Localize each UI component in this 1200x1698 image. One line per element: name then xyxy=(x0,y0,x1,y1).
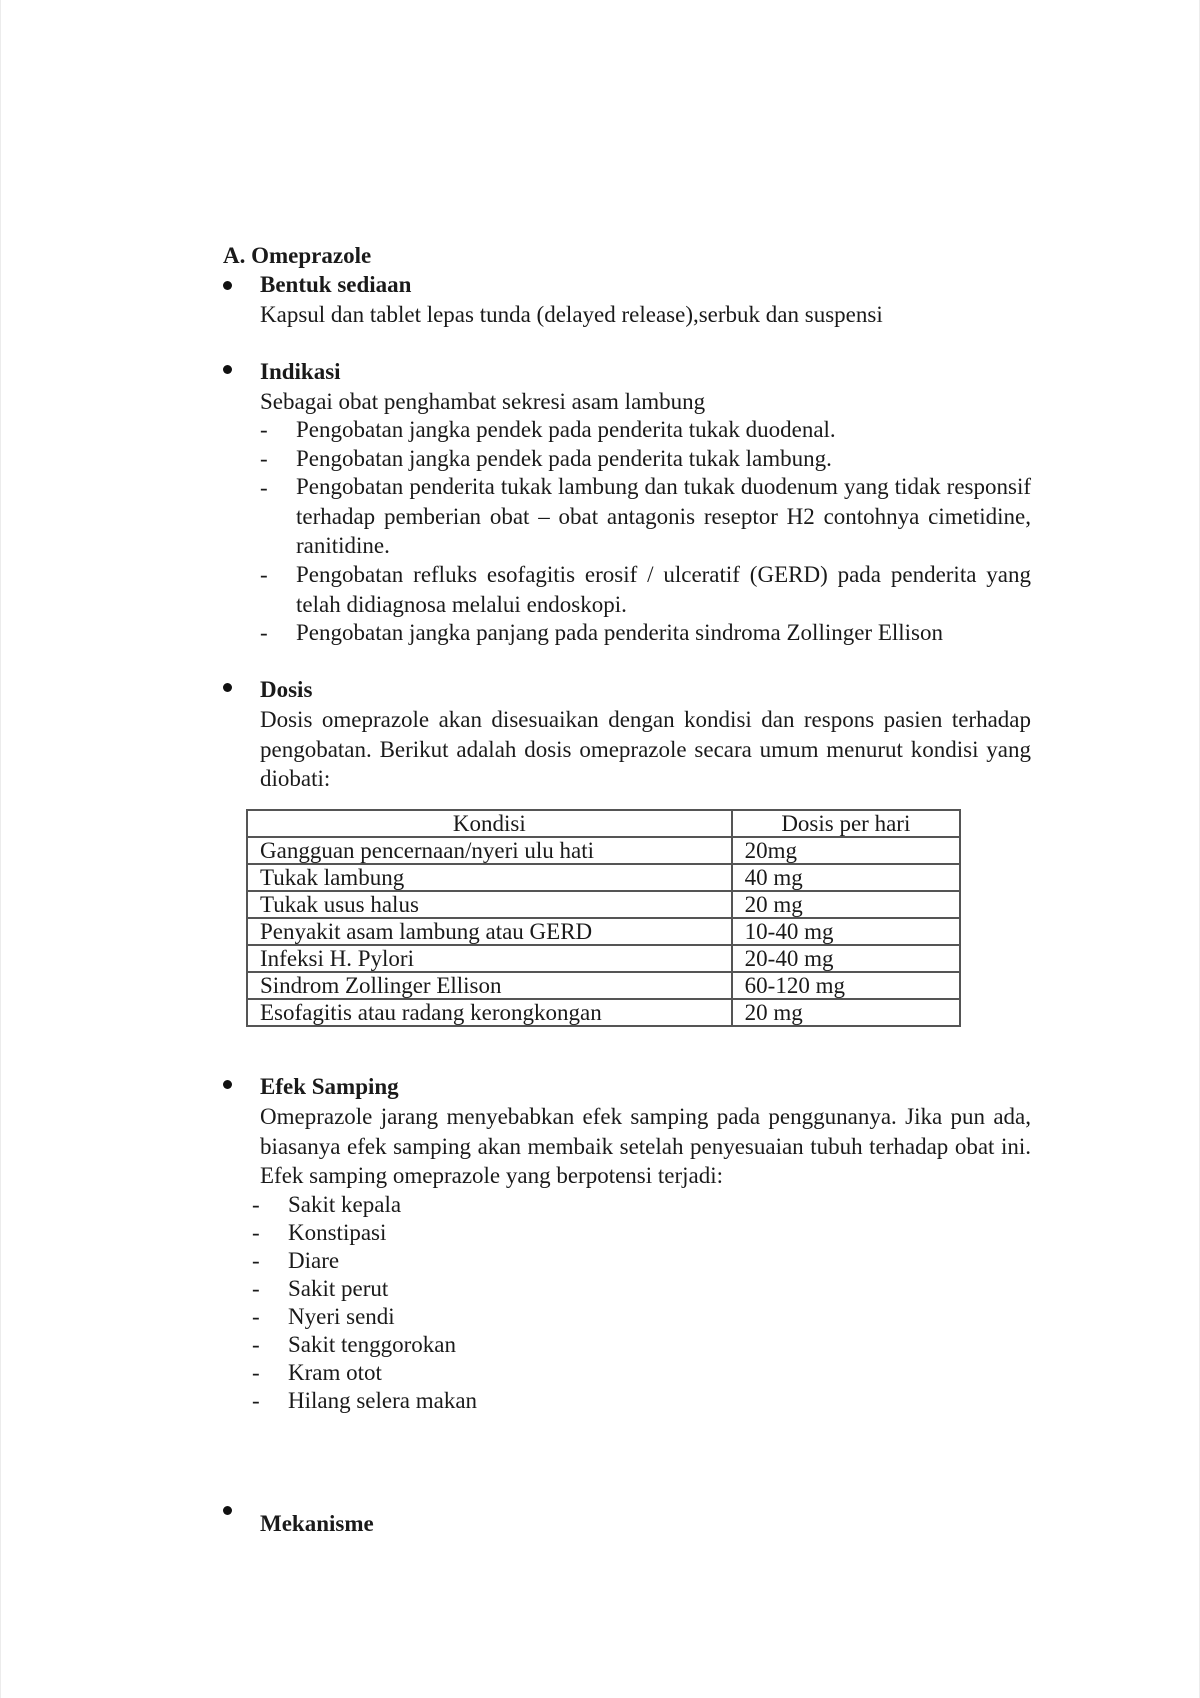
dash-marker: - xyxy=(260,446,268,471)
indikasi-item: Pengobatan penderita tukak lambung dan tukak duodenum yang tidak responsif terhadap pemberian obat – obat antagonis reseptor H2 contohnya cimetidine, ranitidine. xyxy=(296,474,1031,558)
dash-marker: - xyxy=(252,1360,260,1385)
table-row xyxy=(247,837,960,864)
table-row xyxy=(247,918,960,945)
table-header-cell: Dosis per hari xyxy=(732,810,960,837)
indikasi-heading: Indikasi xyxy=(260,359,341,384)
efek-heading: Efek Samping xyxy=(260,1074,399,1099)
dash-marker: - xyxy=(260,620,268,645)
efek-item: Kram otot xyxy=(288,1360,382,1385)
bentuk-heading: Bentuk sediaan xyxy=(260,272,412,297)
dosis-table xyxy=(246,809,961,1027)
table-cell: 20 mg xyxy=(732,999,960,1026)
dash-marker: - xyxy=(252,1388,260,1413)
table-cell: Tukak lambung xyxy=(247,864,732,891)
efek-item: Konstipasi xyxy=(288,1220,387,1245)
efek-item: Sakit perut xyxy=(288,1276,389,1301)
mekanisme-heading: Mekanisme xyxy=(260,1511,374,1536)
efek-item: Sakit tenggorokan xyxy=(288,1332,456,1357)
table-cell: 20mg xyxy=(732,837,960,864)
table-row xyxy=(247,972,960,999)
bullet-icon xyxy=(223,1506,232,1515)
table-cell: 10-40 mg xyxy=(732,918,960,945)
efek-item: Hilang selera makan xyxy=(288,1388,478,1413)
table-cell: Gangguan pencernaan/nyeri ulu hati xyxy=(247,837,732,864)
efek-text: Omeprazole jarang menyebabkan efek samping pada penggunanya. Jika pun ada, biasanya efek samping akan membaik setelah penyesuaian tubuh terhadap obat ini. Efek samping omeprazole yang berpotensi terjadi: xyxy=(260,1104,1031,1188)
dash-marker: - xyxy=(260,562,268,587)
bullet-icon xyxy=(223,281,232,290)
dash-marker: - xyxy=(260,417,268,442)
dash-marker: - xyxy=(252,1192,260,1217)
table-cell: 20-40 mg xyxy=(732,945,960,972)
table-cell: 40 mg xyxy=(732,864,960,891)
table-cell: Esofagitis atau radang kerongkongan xyxy=(247,999,732,1026)
bentuk-text: Kapsul dan tablet lepas tunda (delayed release),serbuk dan suspensi xyxy=(260,302,883,327)
indikasi-item: Pengobatan refluks esofagitis erosif / ulceratif (GERD) pada penderita yang telah didiagnosa melalui endoskopi. xyxy=(296,562,1031,617)
table-cell: Sindrom Zollinger Ellison xyxy=(247,972,732,999)
table-cell: 60-120 mg xyxy=(732,972,960,999)
indikasi-item: Pengobatan jangka pendek pada penderita tukak duodenal. xyxy=(296,417,836,442)
bullet-icon xyxy=(223,365,232,374)
efek-item: Diare xyxy=(288,1248,340,1273)
efek-item: Nyeri sendi xyxy=(288,1304,395,1329)
dash-marker: - xyxy=(260,475,268,500)
dash-marker: - xyxy=(252,1248,260,1273)
indikasi-intro: Sebagai obat penghambat sekresi asam lambung xyxy=(260,389,706,414)
section-title: A. Omeprazole xyxy=(223,243,372,268)
table-row xyxy=(247,945,960,972)
dosis-heading: Dosis xyxy=(260,677,313,702)
table-header-cell: Kondisi xyxy=(247,810,732,837)
table-cell: Penyakit asam lambung atau GERD xyxy=(247,918,732,945)
dash-marker: - xyxy=(252,1332,260,1357)
table-row xyxy=(247,891,960,918)
dash-marker: - xyxy=(252,1276,260,1301)
bullet-icon xyxy=(223,683,232,692)
dosis-text: Dosis omeprazole akan disesuaikan dengan kondisi dan respons pasien terhadap pengobatan. Berikut adalah dosis omeprazole secara umum menurut kondisi yang diobati: xyxy=(260,707,1031,791)
dash-marker: - xyxy=(252,1220,260,1245)
table-header-row xyxy=(247,810,960,837)
table-row xyxy=(247,999,960,1026)
indikasi-item: Pengobatan jangka pendek pada penderita tukak lambung. xyxy=(296,446,832,471)
table-cell: Infeksi H. Pylori xyxy=(247,945,732,972)
efek-item: Sakit kepala xyxy=(288,1192,402,1217)
table-row xyxy=(247,864,960,891)
table-cell: 20 mg xyxy=(732,891,960,918)
dash-marker: - xyxy=(252,1304,260,1329)
bullet-icon xyxy=(223,1080,232,1089)
indikasi-item: Pengobatan jangka panjang pada penderita sindroma Zollinger Ellison xyxy=(296,620,944,645)
table-cell: Tukak usus halus xyxy=(247,891,732,918)
